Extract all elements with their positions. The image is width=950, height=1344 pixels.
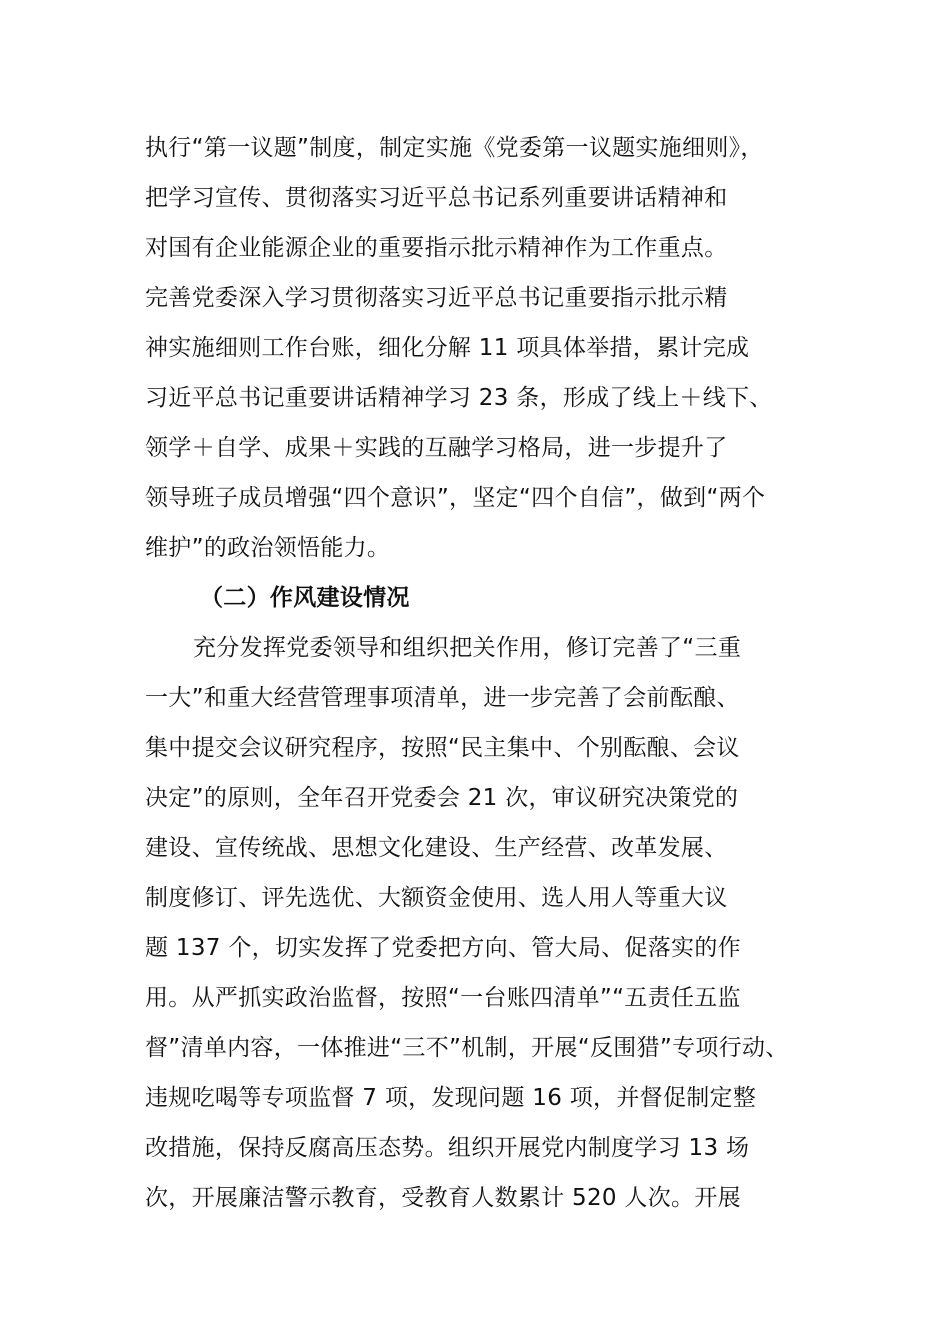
paragraph-1-line-2: 把学习宣传、贯彻落实习近平总书记系列重要讲话精神和 xyxy=(145,185,728,211)
paragraph-1-line-1: 执行“第一议题”制度，制定实施《党委第一议题实施细则》， xyxy=(145,135,764,161)
section-heading: （二）作风建设情况 xyxy=(200,585,410,611)
paragraph-2-line-6: 制度修订、评先选优、大额资金使用、选人用人等重大议 xyxy=(145,885,728,911)
paragraph-1-line-7: 领学＋自学、成果＋实践的互融学习格局，进一步提升了 xyxy=(145,435,728,461)
paragraph-1-line-3: 对国有企业能源企业的重要指示批示精神作为工作重点。 xyxy=(145,235,728,261)
paragraph-2-line-4: 决定”的原则，全年召开党委会 21 次，审议研究决策党的 xyxy=(145,785,739,811)
paragraph-1-line-8: 领导班子成员增强“四个意识”，坚定“四个自信”，做到“两个 xyxy=(145,485,766,511)
paragraph-2-line-3: 集中提交会议研究程序，按照“民主集中、个别酝酿、会议 xyxy=(145,735,740,761)
paragraph-2-line-11: 改措施，保持反腐高压态势。组织开展党内制度学习 13 场 xyxy=(145,1135,750,1161)
paragraph-2-line-5: 建设、宣传统战、思想文化建设、生产经营、改革发展、 xyxy=(145,835,728,861)
paragraph-2-line-1: 充分发挥党委领导和组织把关作用，修订完善了“三重 xyxy=(193,635,742,661)
paragraph-2-line-10: 违规吃喝等专项监督 7 项，发现问题 16 项，并督促制定整 xyxy=(145,1085,757,1111)
paragraph-1-line-4: 完善党委深入学习贯彻落实习近平总书记重要指示批示精 xyxy=(145,285,728,311)
paragraph-2-line-8: 用。从严抓实政治监督，按照“一台账四清单”“五责任五监 xyxy=(145,985,741,1011)
paragraph-2-line-7: 题 137 个，切实发挥了党委把方向、管大局、促落实的作 xyxy=(145,935,741,961)
paragraph-2-line-2: 一大”和重大经营管理事项清单，进一步完善了会前酝酿、 xyxy=(145,685,740,711)
paragraph-2-line-9: 督”清单内容，一体推进“三不”机制，开展“反围猎”专项行动、 xyxy=(145,1035,789,1061)
paragraph-1-line-9: 维护”的政治领悟能力。 xyxy=(145,535,391,561)
paragraph-1-line-6: 习近平总书记重要讲话精神学习 23 条，形成了线上＋线下、 xyxy=(145,385,773,411)
paragraph-1-line-5: 神实施细则工作台账，细化分解 11 项具体举措，累计完成 xyxy=(145,335,750,361)
paragraph-2-line-12: 次，开展廉洁警示教育，受教育人数累计 520 人次。开展 xyxy=(145,1185,741,1211)
